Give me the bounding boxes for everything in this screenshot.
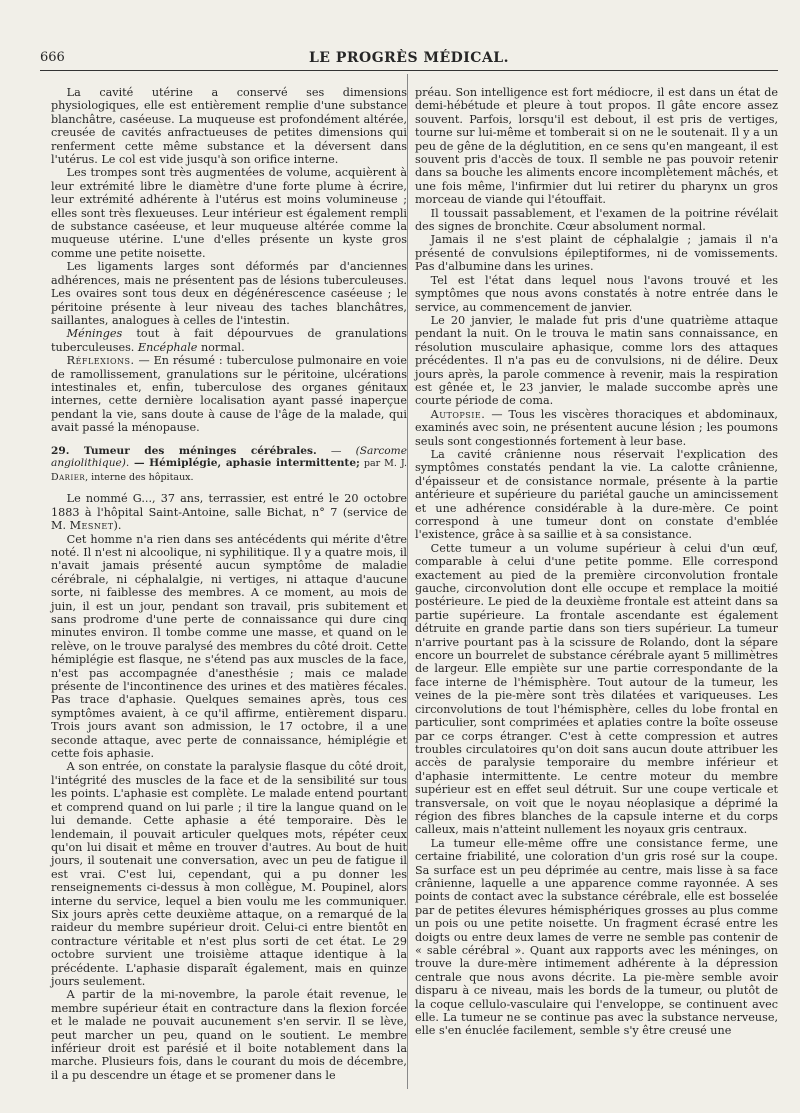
section-label: Autopsie. [430,407,486,421]
byline: par M. J. [359,458,407,470]
left-column [51,86,407,1082]
page-number: 666 [40,50,65,65]
paragraph: préau. Son intelligence est fort médiocre, il est dans un état de demi-hébétude et pleure à tout propos. Il gâte encore assez souvent. Parfois, lorsqu'il est debout, il est pris de vertiges, tourne sur lui-même et tomberait si on ne le soutenait. Il y a un peu de gêne de la déglutition, en ce sens qu'en mangeant, il est souvent pris d'accès de toux. Il semble ne pas pouvoir retenir dans sa bouche les aliments encore incomplètement mâchés, et une fois même, l'infirmier dut lui retirer du pharynx un gros morceau de viande qui l'étouffait. [415,86,778,207]
paragraph: Le 20 janvier, le malade fut pris d'une quatrième attaque pendant la nuit. On le trouva le matin sans connaissance, en résolution musculaire aphasique, comme lors des attaques précédentes. Il n'a pas eu de convulsions, ni de délire. Deux jours après, la parole commence à revenir, mais la respiration est gênée et, le 23 janvier, le malade succombe après une courte période de coma. [415,313,778,408]
journal-title: LE PROGRÈS MÉDICAL. [308,50,510,66]
paragraph: Cet homme n'a rien dans ses antécédents qui mérite d'être noté. Il n'est ni alcoolique, ni syphilitique. Il y a quatre mois, il n'avait jamais présenté aucun symptôme de maladie cérébrale, ni céphalalgie, ni vertiges, ni attaque d'aucune sorte, ni faiblesse des membres. A ce moment, au mois de juin, il est un jour, pendant son travail, pris subitement et sans prodrome d'une perte de connaissance qui dure cinq minutes environ. Il tombe comme une masse, et quand on le relève, on le trouve paralysé des membres du côté droit. Cette hémiplégie est flasque, ne s'étend pas aux muscles de la face, n'est pas accompagnée d'anesthésie ; mais ce malade présente de l'incontinence des urines et des matières fécales. Pas trace d'aphasie. Quelques semaines après, tous ces symptômes avaient, à ce qu'il affirme, entièrement disparu. Trois jours avant son admission, le 17 octobre, il a une seconde attaque, avec perte de connaissance, hémiplégie et cette fois aphasie. [51,532,407,761]
text-run: normal. [197,340,245,354]
text-run: tout à fait dépourvues de granulations tuberculeuses. [51,327,407,354]
paragraph [51,327,407,354]
paragraph: Cette tumeur a un volume supérieur à celui d'un œuf, comparable à celui d'une petite pomme. Elle correspond exactement au pied de la première circonvolution frontale gauche, circonvolution dont elle occupe et remplace la moitié postérieure. Le pied de la deuxième frontale est atteint dans sa partie supérieure. La frontale ascendante est également détruite en grande partie dans son tiers supérieur. La tumeur n'arrive pourtant pas à la scissure de Rolando, dont la sépare encore un bourrelet de substance cérébrale ayant 5 millimètres de largeur. Elle empiète sur une partie correspondante de la face interne de l'hémisphère. Tout autour de la tumeur, les veines de la pie-mère sont très dilatées et variqueuses. Les circonvolutions de tout l'hémisphère, celles du lobe frontal en particulier, sont comprimées et aplaties contre la boîte osseuse par ce corps étranger. C'est à cette compression et autres troubles circulatoires qu'on doit sans aucun doute attribuer les accès de paralysie temporaire du membre inférieur et d'aphasie intermittente. Le centre moteur du membre supérieur est en effet seul détruit. Sur une coupe verticale et transversale, on voit que le noyau néoplasique a déprimé la région des fibres blanches de la capsule interne et du corps calleux, mais n'atteint nullement les noyaux gris centraux. [415,541,778,837]
text-run: — Tous les viscères thoraciques et abdominaux, examinés avec soin, ne présentent aucune lésion ; les poumons seuls sont congestionnés fortement à leur base. [415,407,778,448]
paragraph: Tel est l'état dans lequel nous l'avons trouvé et les symptômes que nous avons constatés à notre entrée dans le service, au commencement de janvier. [415,273,778,314]
paragraph: Il toussait passablement, et l'examen de la poitrine révélait des signes de bronchite. Cœur absolument normal. [415,206,778,234]
italic-term: Encéphale [137,340,198,354]
paragraph: Les ligaments larges sont déformés par d'anciennes adhérences, mais ne présentent pas de lésions tuberculeuses. Les ovaires sont tous deux en dégénérescence caséeuse ; le péritoine présente à leur niveau des taches blanchâtres, saillantes, analogues à celles de l'intestin. [51,260,407,327]
running-header [40,50,778,71]
paragraph [51,492,407,532]
right-column [415,86,778,1038]
paragraph: La tumeur elle-même offre une consistance ferme, une certaine friabilité, une coloration d'un gris rosé sur la coupe. Sa surface est un peu déprimée au centre, mais lisse à sa face crânienne, laquelle a une apparence comme rayonnée. A ses points de contact avec la substance cérébrale, elle est bosselée par de petites élevures hémisphériques grosses au plus comme un pois ou une petite noisette. Un fragment écrasé entre les doigts ou entre deux lames de verre ne semble pas contenir de « sable cérébral ». Quant aux rapports avec les méninges, on trouve la dure-mère intimement adhérente à la dépression centrale que nous avons décrite. La pie-mère semble avoir disparu à ce niveau, mais les bords de la tumeur, ou plutôt de la coque cellulo-vasculaire qui l'enveloppe, se continuent avec elle. La tumeur ne se continue pas avec la substance nerveuse, elle s'en énuclée facilement, semble s'y être creusé une [415,836,778,1038]
author-role: , interne des hôpitaux. [85,471,194,483]
case-subtitle: — (Sarcome angiolithique). [51,444,407,470]
paragraph: La cavité crânienne nous réservait l'explication des symptômes constatés pendant la vie. La calotte crânienne, d'épaisseur et de consistance normale, présente à la partie antérieure et supérieure du pariétal gauche un amincissement et une adhérence considérable à la dure-mère. Ce point correspond à une tumeur dont on constate d'emblée l'existence, grâce à sa saillie et à sa consistance. [415,447,778,542]
physician-name: Mesnet [69,519,114,533]
paragraph: Les trompes sont très augmentées de volume, acquièrent à leur extrémité libre le diamètre d'une forte plume à écrire, leur extrémité adhérente à l'utérus est moins volumineuse ; elles sont très flexueuses. Leur intérieur est également rempli de substance caséeuse, et leur muqueuse altérée comme la muqueuse utérine. L'une d'elles présente un kyste gros comme une petite noisette. [51,166,407,260]
text-run: Le nommé G..., 37 ans, terrassier, est entré le 20 octobre 1883 à l'hôpital Saint-Antoine, salle Bichat, n° 7 (service de M. [51,492,407,533]
paragraph [415,408,778,448]
author-name: Darier [51,471,86,483]
section-label: Réflexions. [66,354,135,368]
case-title: 29. Tumeur des méninges cérébrales. [51,444,317,457]
paragraph: A partir de la mi-novembre, la parole était revenue, le membre supérieur était en contracture dans la flexion forcée et le malade ne pouvait aucunement s'en servir. Il se lève, peut marcher un peu, quand on le soutient. Le membre inférieur droit est parésié et il boite notablement dans la marche. Plusieurs fois, dans le courant du mois de décembre, il a pu descendre un étage et se promener dans le [51,988,407,1082]
paragraph [51,354,407,434]
text-run: ). [113,519,122,533]
paragraph: Jamais il ne s'est plaint de céphalalgie ; jamais il n'a présenté de convulsions épileptiformes, ni de vomissements. Pas d'albumine dans les urines. [415,233,778,274]
case-diagnosis: — Hémiplégie, aphasie intermittente; [129,457,360,470]
text-run: — En résumé : tuberculose pulmonaire en voie de ramollissement, granulations sur le péritoine, ulcérations intestinales et, enfin, tuberculose des organes génitaux internes, cette dernière localisation ayant passé inaperçue pendant la vie, sans doute à cause de l'âge de la malade, qui avait passé la ménopause. [51,354,407,435]
paragraph: A son entrée, on constate la paralysie flasque du côté droit, l'intégrité des muscles de la face et de la sensibilité sur tous les points. L'aphasie est complète. Le malade entend pourtant et comprend quand on lui parle ; il tire la langue quand on le lui demande. Cette aphasie a été temporaire. Dès le lendemain, il pouvait articuler quelques mots, répéter ceux qu'on lui disait et même en trouver d'autres. Au bout de huit jours, il soutenait une conversation, avec un peu de fatigue il est vrai. C'est lui, cependant, qui a pu donner les renseignements ci-dessus à mon collègue, M. Poupinel, alors interne du service, lequel a bien voulu me les communiquer. Six jours après cette deuxième attaque, on a remarqué de la raideur du membre supérieur droit. Celui-ci entre bientôt en contracture véritable et n'est plus sorti de cet état. Le 29 octobre survient une troisième attaque identique à la précédente. L'aphasie disparaît également, mais en quinze jours seulement. [51,760,407,988]
italic-term: Méninges [66,327,123,341]
paragraph: La cavité utérine a conservé ses dimensions physiologiques, elle est entièrement remplie d'une substance blanchâtre, caséeuse. La muqueuse est profondément altérée, creusée de cavités anfractueuses de petites dimensions qui renferment cette même substance et la déversent dans l'utérus. Le col est vide jusqu'à son orifice interne. [51,86,407,167]
column-divider [407,74,408,1089]
case-heading [51,445,407,485]
